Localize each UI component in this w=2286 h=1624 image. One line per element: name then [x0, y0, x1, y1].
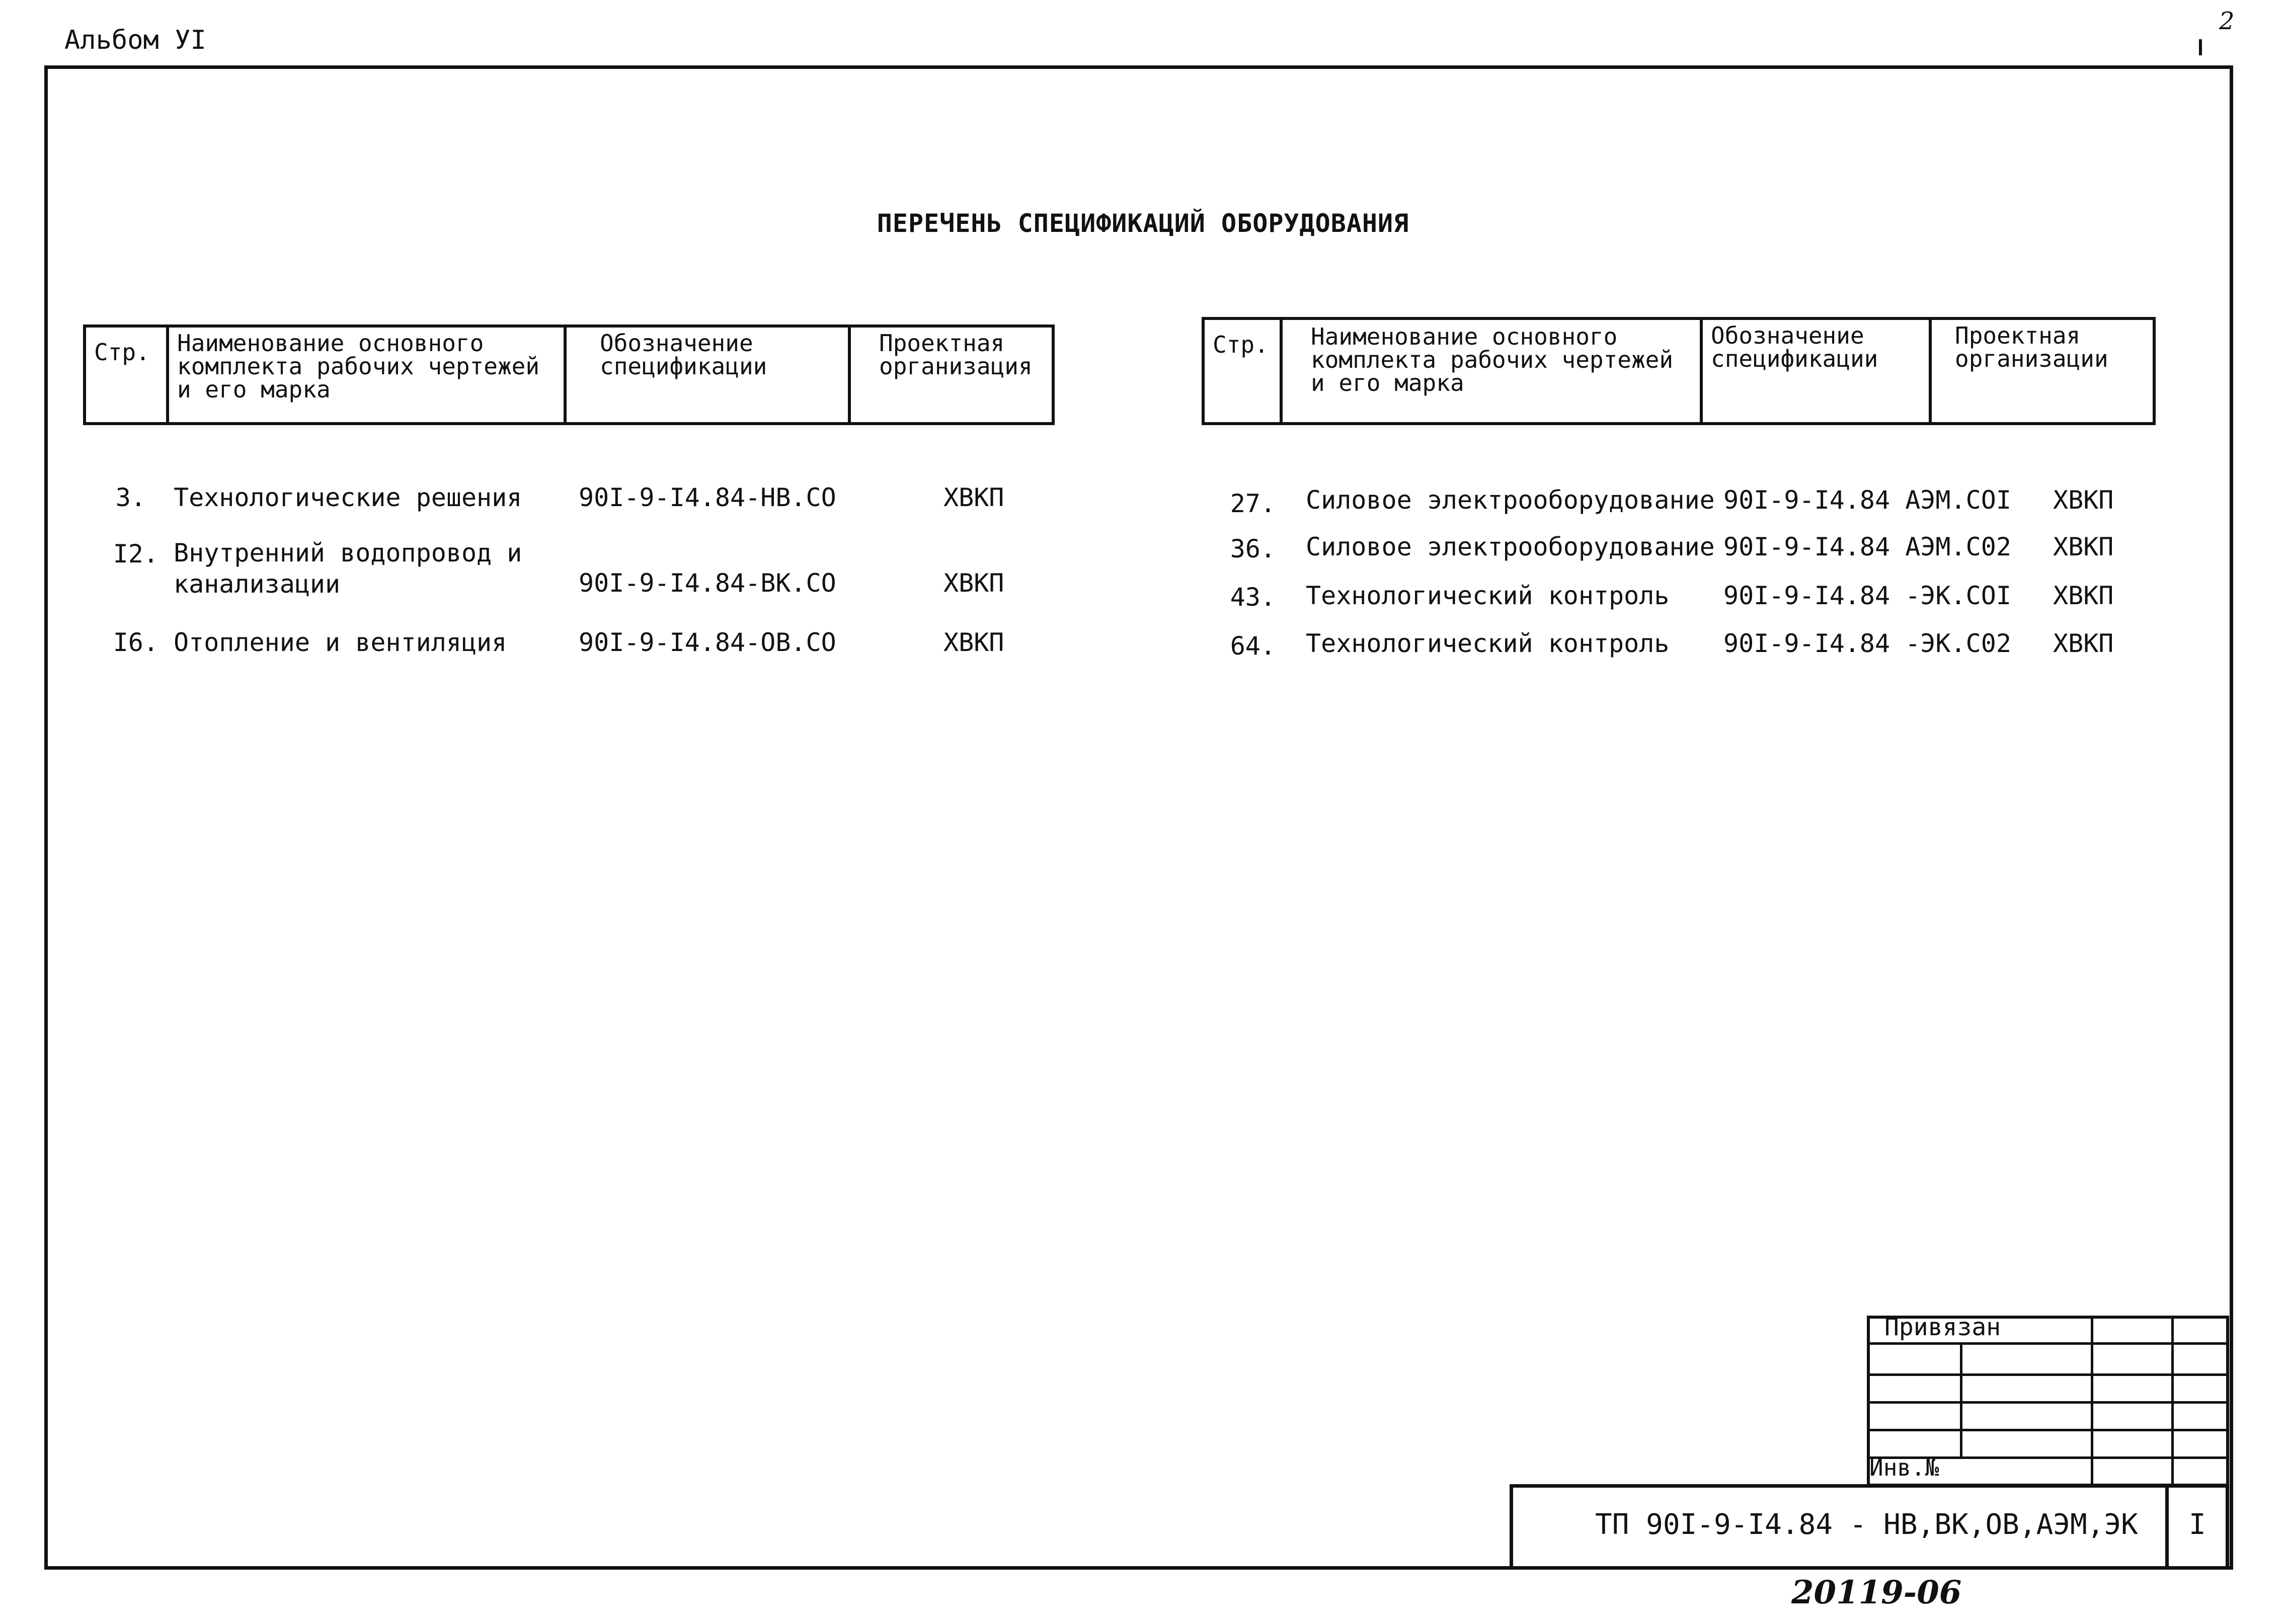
list-item-name: Технологический контроль	[1306, 581, 1670, 610]
binding-title: Привязан	[1884, 1313, 2001, 1341]
left-header-name	[168, 326, 565, 424]
list-item-page: 64.	[1230, 631, 1276, 661]
list-item-code: 90I-9-I4.84 -ЭК.С02	[1723, 629, 2011, 658]
list-item-org: ХВКП	[943, 628, 1004, 657]
list-item-name: Технологические решения	[174, 483, 522, 512]
header-text: Обозначение спецификации	[600, 330, 767, 380]
binding-row-line	[1867, 1429, 2229, 1431]
right-table-header	[1202, 317, 2156, 425]
list-item-code: 90I-9-I4.84-ВК.СО	[579, 569, 836, 598]
right-header-page	[1203, 318, 1281, 424]
list-item-org: ХВКП	[2053, 485, 2114, 515]
list-item-page: 3.	[115, 483, 146, 512]
list-item-page: 36.	[1230, 534, 1276, 563]
list-item-code: 90I-9-I4.84 АЭМ.СОI	[1723, 485, 2011, 515]
right-header-org	[1930, 318, 2154, 424]
stamp-code: ТП 90I-9-I4.84 - НВ,ВК,ОВ,АЭМ,ЭК	[1595, 1508, 2138, 1541]
list-item-code: 90I-9-I4.84-ОВ.СО	[579, 628, 836, 657]
left-header-page	[85, 326, 168, 424]
album-label: Альбом УI	[64, 25, 206, 55]
binding-row-line	[1867, 1373, 2229, 1376]
list-item-code: 90I-9-I4.84-НВ.СО	[579, 483, 836, 512]
header-text: Наименование основного комплекта рабочих чертежей и его марка	[1311, 323, 1674, 396]
list-item-code: 90I-9-I4.84 АЭМ.С02	[1723, 532, 2011, 561]
list-item-page: 27.	[1230, 489, 1276, 518]
list-item-org: ХВКП	[2053, 532, 2114, 561]
list-item-name: Отопление и вентиляция	[174, 628, 507, 657]
header-text: Наименование основного комплекта рабочих чертежей и его марка	[177, 330, 540, 403]
list-item-page: I6.	[113, 628, 159, 657]
page-number: 2	[2219, 7, 2235, 35]
list-item-org: ХВКП	[943, 483, 1004, 512]
handwritten-code: 20119-06	[1791, 1574, 1962, 1611]
list-item-org: ХВКП	[943, 569, 1004, 598]
list-item-name: Силовое электрооборудование	[1306, 485, 1715, 515]
list-item-code: 90I-9-I4.84 -ЭК.СОI	[1723, 581, 2011, 610]
left-header-org	[849, 326, 1053, 424]
list-item-org: ХВКП	[2053, 581, 2114, 610]
list-item-name: Силовое электрооборудование	[1306, 532, 1715, 561]
header-text: Проектная организации	[1955, 322, 2108, 372]
header-text: Обозначение спецификации	[1711, 322, 1878, 372]
header-text: Стр.	[1213, 331, 1269, 358]
inventory-label: Инв.№	[1869, 1454, 1939, 1481]
left-table-header	[83, 324, 1055, 425]
binding-row-line	[1867, 1342, 2229, 1345]
list-item-page: 43.	[1230, 583, 1276, 612]
list-item-name: Технологический контроль	[1306, 629, 1670, 658]
document-title: ПЕРЕЧЕНЬ СПЕЦИФИКАЦИЙ ОБОРУДОВАНИЯ	[877, 209, 1409, 238]
header-text: Проектная организация	[879, 330, 1033, 380]
list-item-name: Внутренний водопровод и канализации	[174, 538, 522, 599]
list-item-page: I2.	[113, 539, 159, 569]
right-header-code	[1701, 318, 1930, 424]
binding-row-line	[1867, 1401, 2229, 1404]
stamp-sheet-number: I	[2189, 1508, 2206, 1541]
binding-col-line	[1960, 1342, 1962, 1458]
list-item-org: ХВКП	[2053, 629, 2114, 658]
binding-col-line	[2171, 1316, 2174, 1487]
header-text: Стр.	[94, 339, 150, 366]
page-tick-mark	[2199, 39, 2202, 55]
stamp-sheet-divider	[2165, 1484, 2169, 1570]
binding-col-line	[2091, 1316, 2093, 1487]
left-header-code	[565, 326, 849, 424]
right-header-name	[1281, 318, 1701, 424]
